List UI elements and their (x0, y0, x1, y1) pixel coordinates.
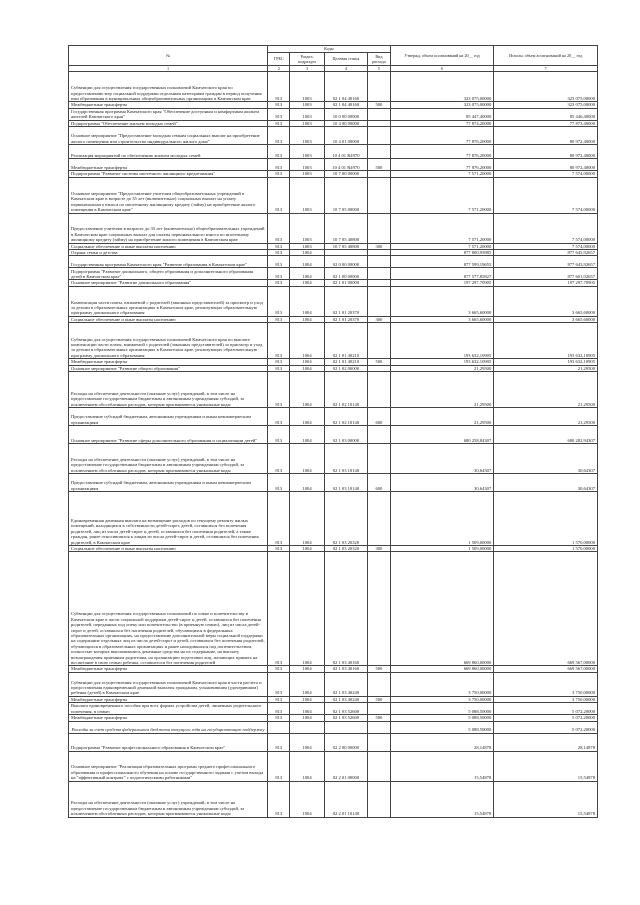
row-total: 3 750,00000 (390, 696, 494, 702)
row-vr (368, 127, 390, 145)
row-total: 5 088,50000 (390, 715, 494, 721)
row-total: 197 297,70905 (390, 280, 494, 286)
row-vr: 600 (368, 408, 390, 426)
row-grbs: 813 (268, 256, 290, 268)
row-csr: 02 1 03 20320 (324, 492, 368, 546)
row-vr: 500 (368, 102, 390, 108)
row-total: 669 860,00000 (390, 552, 494, 666)
row-grbs: 813 (268, 145, 290, 159)
row-vr (368, 323, 390, 359)
header-idx: 6 (390, 66, 494, 72)
row-spent: 85 446,40000 (494, 108, 598, 120)
row-total: 77 876,20000 (390, 159, 494, 171)
row-total: 77 876,20000 (390, 127, 494, 145)
row-vr: 600 (368, 474, 390, 492)
row-razdel: 1004 (290, 552, 324, 666)
row-spent: 3 750,00000 (494, 696, 598, 702)
row-spent: 669 567,00000 (494, 666, 598, 672)
row-csr: 02 1 03 40240 (324, 672, 368, 696)
row-name: Межбюджетные трансферты (69, 666, 268, 672)
row-name: Межбюджетные трансферты (69, 696, 268, 702)
row-spent: 323 075,00000 (494, 72, 598, 102)
table-row (69, 751, 598, 781)
row-name: Субвенции для осуществления государственных полномочий по опеке и попечительству в Камчатском крае в части социальной поддержки детей-сирот и детей, оставшихся без попечения родителей, переданных под опеку или попечительство (в приемную семью), лиц из числа детей-сирот и детей, оставшихся без попечения родителей, обучающихся в федеральных образовательных организациях, на предоставление дополнительной меры социальной поддержки на содержание отдельных лиц из числа детей-сирот и детей, оставшихся без попечения родителей, обучающихся в образовательных организациях и ранее находившихся под попечительством, полностью которых выплачивались денежные средства на их содержание, на выплату вознаграждения приемным родителям, на организацию подготовки лиц, желающих принять на воспитание в свою семью ребенка, оставшегося без попечения родителей (69, 552, 268, 666)
row-csr: 02 1 04 40160 (324, 72, 368, 102)
row-grbs: 813 (268, 666, 290, 672)
row-grbs: 813 (268, 159, 290, 171)
row-total: 323 075,00000 (390, 102, 494, 108)
row-name: Субвенции для осуществления государственных полномочий Камчатского края в части расчета и предоставления единовременной денежной выплаты гражданам, усыновившим (удочерившим) ребенка (детей) в Камчатском крае (69, 672, 268, 696)
row-grbs: 813 (268, 408, 290, 426)
row-razdel: 1004 (290, 372, 324, 408)
header-idx: 5 (368, 66, 390, 72)
table-row (69, 703, 598, 715)
row-razdel: 1003 (290, 213, 324, 243)
row-razdel (290, 721, 324, 733)
row-spent: 80 972,40000 (494, 159, 598, 171)
row-vr (368, 733, 390, 751)
row-razdel: 1004 (290, 444, 324, 474)
row-vr (368, 372, 390, 408)
row-csr (324, 721, 368, 733)
row-spent: 21,29500 (494, 372, 598, 408)
row-razdel: 1004 (290, 286, 324, 316)
row-total: 15,54878 (390, 781, 494, 817)
row-grbs: 813 (268, 703, 290, 715)
row-razdel: 1003 (290, 177, 324, 213)
table-row (69, 323, 598, 359)
row-grbs: 813 (268, 359, 290, 365)
row-vr (368, 552, 390, 666)
row-csr: 02 1 03 40160 (324, 552, 368, 666)
row-razdel: 1003 (290, 127, 324, 145)
row-razdel: 1003 (290, 102, 324, 108)
row-total: 5 088,50000 (390, 721, 494, 733)
row-csr: 02 1 04 40160 (324, 102, 368, 108)
row-spent: 30,64307 (494, 474, 598, 492)
table-row (69, 721, 598, 733)
row-razdel: 1004 (290, 751, 324, 781)
row-csr: 02 1 03 40240 (324, 696, 368, 702)
row-total: 77 876,20000 (390, 145, 494, 159)
row-csr: 10 7 05 40800 (324, 213, 368, 243)
row-csr: 10 4 01 00000 (324, 127, 368, 145)
row-spent: 3 750,00000 (494, 672, 598, 696)
row-spent: 193 632,10905 (494, 323, 598, 359)
row-spent: 80 972,40000 (494, 145, 598, 159)
row-spent: 877 645,92657 (494, 250, 598, 256)
row-razdel: 1003 (290, 243, 324, 249)
row-total: 877 599,19655 (390, 256, 494, 268)
row-name: Социальное обеспечение и иные выплаты населению (69, 243, 268, 249)
row-grbs: 813 (268, 672, 290, 696)
table-row (69, 177, 598, 213)
row-spent: 28,14878 (494, 733, 598, 751)
table-row (69, 108, 598, 120)
row-grbs: 813 (268, 72, 290, 102)
row-grbs: 813 (268, 120, 290, 126)
table-row (69, 145, 598, 159)
table-row (69, 733, 598, 751)
row-csr: 02 1 01 00000 (324, 280, 368, 286)
row-vr (368, 426, 390, 444)
row-vr (368, 492, 390, 546)
header-codes: Коды (268, 46, 391, 53)
table-row (69, 213, 598, 243)
row-name: Подпрограмма "Обеспечение жильем молодых семей" (69, 120, 268, 126)
row-vr (368, 781, 390, 817)
row-grbs: 813 (268, 751, 290, 781)
row-csr: 10 4 01 R4970 (324, 145, 368, 159)
row-csr: 02 1 03 52600 (324, 703, 368, 715)
row-total: 669 860,00000 (390, 666, 494, 672)
row-spent: 77 873,40000 (494, 120, 598, 126)
row-name: Реализация мероприятий по обеспечению жильем молодых семей (69, 145, 268, 159)
row-razdel: 1004 (290, 250, 324, 256)
row-name: Предоставление субсидий бюджетным, автономным учреждениям и иным некоммерческим организациям (69, 474, 268, 492)
row-spent: 197 297,70905 (494, 280, 598, 286)
row-grbs: 813 (268, 250, 290, 256)
row-razdel: 1004 (290, 546, 324, 552)
row-vr (368, 213, 390, 243)
row-grbs (268, 721, 290, 733)
row-total: 877 577,85827 (390, 268, 494, 280)
row-spent: 15,54878 (494, 751, 598, 781)
table-header (69, 46, 598, 72)
row-total: 30,64307 (390, 474, 494, 492)
row-razdel: 1004 (290, 316, 324, 322)
table-row (69, 372, 598, 408)
row-grbs: 813 (268, 444, 290, 474)
row-csr: 10 4 00 00000 (324, 120, 368, 126)
row-name: Компенсация части платы, взимаемой с родителей (законных представителей) за присмотр и уход за детьми в образовательных организациях в Камчатском крае, реализующих образовательную программу дошкольного образования (69, 286, 268, 316)
row-vr (368, 286, 390, 316)
row-vr (368, 444, 390, 474)
row-total: 193 632,10905 (390, 323, 494, 359)
row-grbs: 813 (268, 426, 290, 444)
row-spent: 80 972,40000 (494, 127, 598, 145)
row-name: Межбюджетные трансферты (69, 159, 268, 171)
table-row (69, 159, 598, 171)
table-row (69, 127, 598, 145)
row-total: 85 447,40000 (390, 108, 494, 120)
row-razdel: 1004 (290, 781, 324, 817)
row-total: 21,29500 (390, 408, 494, 426)
row-vr: 500 (368, 159, 390, 171)
row-csr: 02 1 02 10140 (324, 372, 368, 408)
row-razdel: 1004 (290, 672, 324, 696)
row-csr: 02 1 03 10140 (324, 444, 368, 474)
row-name: Подпрограмма "Развитие системы ипотечного жилищного кредитования" (69, 171, 268, 177)
row-csr: 02 1 00 00000 (324, 268, 368, 280)
row-razdel: 1004 (290, 256, 324, 268)
table-row (69, 286, 598, 316)
row-total: 21,29500 (390, 365, 494, 371)
row-csr: 02 1 01 40210 (324, 323, 368, 359)
row-total: 7 571,20000 (390, 177, 494, 213)
row-csr: 02 1 02 00000 (324, 365, 368, 371)
row-total: 21,29500 (390, 372, 494, 408)
row-total: 7 571,20000 (390, 213, 494, 243)
row-grbs: 813 (268, 372, 290, 408)
row-total: 77 874,20000 (390, 120, 494, 126)
row-name: Социальное обеспечение и иные выплаты населению (69, 546, 268, 552)
row-name: Подпрограмма "Развитие профессионального образования в Камчатском крае" (69, 733, 268, 751)
table-row (69, 672, 598, 696)
row-razdel: 1004 (290, 408, 324, 426)
row-spent: 30,64307 (494, 444, 598, 474)
row-razdel: 1004 (290, 426, 324, 444)
row-spent: 1 570,00000 (494, 546, 598, 552)
row-vr (368, 721, 390, 733)
row-razdel: 1004 (290, 492, 324, 546)
row-spent: 669 567,00000 (494, 552, 598, 666)
header-vr: Вид расхода (368, 53, 390, 66)
row-name: Единовременная денежная выплата на возмещение расходов по текущему ремонту жилых помещений, находящихся в собственности детей-сирот, детей, оставшихся без попечения родителей, лиц из числа детей-сирот и детей, оставшихся без попечения родителей, а также граждан, ранее относившихся к лицам из числа детей-сирот и детей, оставшихся без попечения родителей, в Камчатском крае (69, 492, 268, 546)
budget-document (68, 45, 598, 818)
row-razdel: 1004 (290, 365, 324, 371)
table-row (69, 408, 598, 426)
row-razdel: 1004 (290, 696, 324, 702)
header-num: № (69, 46, 268, 66)
row-total: 877 800,95885 (390, 250, 494, 256)
row-name: Основное мероприятие "Развитие общего образования" (69, 365, 268, 371)
row-total: 193 632,10905 (390, 359, 494, 365)
row-razdel: 1003 (290, 108, 324, 120)
row-name: Расходы на обеспечение деятельности (оказание услуг) учреждений, в том числе на предоставление государственным бюджетным и автономным учреждениям субсидий, за исключением обособленных расходов, которым присваиваются уникальные коды (69, 372, 268, 408)
row-grbs: 813 (268, 323, 290, 359)
row-grbs: 813 (268, 474, 290, 492)
header-idx: 7 (494, 66, 598, 72)
row-csr: 02 0 00 00000 (324, 256, 368, 268)
row-grbs: 813 (268, 316, 290, 322)
row-csr: 10 7 05 40800 (324, 243, 368, 249)
row-csr: 02 2 01 00000 (324, 751, 368, 781)
row-grbs: 813 (268, 552, 290, 666)
row-spent: 877 643,92657 (494, 256, 598, 268)
budget-table (68, 45, 598, 818)
row-name: Межбюджетные трансферты (69, 715, 268, 721)
row-grbs: 813 (268, 127, 290, 145)
row-total: 1 509,00000 (390, 546, 494, 552)
row-total: 7 571,20000 (390, 171, 494, 177)
row-razdel: 1004 (290, 703, 324, 715)
row-razdel: 1004 (290, 280, 324, 286)
row-total: 1 509,00000 (390, 492, 494, 546)
row-grbs: 813 (268, 108, 290, 120)
row-grbs: 813 (268, 171, 290, 177)
row-spent: 323 075,00000 (494, 102, 598, 108)
row-name: Субвенции для осуществления государственных полномочий Камчатского края по выплате компенсации части платы, взимаемой с родителей (законных представителей) за присмотр и уход за детьми в образовательных организациях в Камчатском крае, реализующих образовательную программу дошкольного образования (69, 323, 268, 359)
row-total: 680 258,84307 (390, 426, 494, 444)
row-spent: 5 072,20000 (494, 703, 598, 715)
row-spent: 5 072,20000 (494, 721, 598, 733)
row-vr: 500 (368, 715, 390, 721)
row-vr (368, 256, 390, 268)
row-csr: 10 0 00 00000 (324, 108, 368, 120)
row-razdel: 1003 (290, 159, 324, 171)
row-grbs: 813 (268, 268, 290, 280)
row-name: Основное мероприятие "Предоставление учителям общеобразовательных учреждений в Камчатском крае в возрасте до 35 лет (включительно) социальных выплат на уплату первоначального взноса по ипотечному жилищному кредиту (займу) на приобретение жилого помещения в Камчатском крае" (69, 177, 268, 213)
row-grbs: 813 (268, 280, 290, 286)
row-name: Основное мероприятие "Реализация образовательных программ среднего профессионального образования и профессионального обучения на основе государственного задания с учетом выхода на "эффективный контракт" с педагогическими работниками" (69, 751, 268, 781)
row-razdel: 1003 (290, 72, 324, 102)
row-csr: 02 2 00 00000 (324, 733, 368, 751)
row-vr (368, 268, 390, 280)
row-name: Основное мероприятие "Предоставление молодым семьям социальных выплат на приобретение жилого помещения или строительство индивидуального жилого дома" (69, 127, 268, 145)
row-razdel: 1004 (290, 715, 324, 721)
row-vr (368, 177, 390, 213)
row-grbs: 813 (268, 696, 290, 702)
row-csr: 02 1 03 20320 (324, 546, 368, 552)
row-razdel: 1004 (290, 666, 324, 672)
row-csr: 02 2 01 10140 (324, 781, 368, 817)
row-name: Социальное обеспечение и иные выплаты населению (69, 316, 268, 322)
row-name: Расходы за счет средств федерального бюджета текущего года на государственную поддержку (69, 721, 268, 733)
row-vr: 300 (368, 546, 390, 552)
row-csr: 02 1 01 20370 (324, 286, 368, 316)
row-spent: 7 574,00000 (494, 177, 598, 213)
row-spent: 15,54878 (494, 781, 598, 817)
row-csr: 10 4 01 R4970 (324, 159, 368, 171)
row-name: Государственная программа Камчатского края "Развитие образования в Камчатском крае" (69, 256, 268, 268)
header-csr: Целевая статья (324, 53, 368, 66)
row-spent: 7 574,00000 (494, 243, 598, 249)
row-total: 28,14878 (390, 733, 494, 751)
row-vr (368, 108, 390, 120)
row-total: 3 665,60000 (390, 286, 494, 316)
header-grbs: ГРБС (268, 53, 290, 66)
row-grbs: 813 (268, 243, 290, 249)
row-razdel: 1003 (290, 120, 324, 126)
row-vr (368, 703, 390, 715)
row-name: Расходы на обеспечение деятельности (оказание услуг) учреждений, в том числе на предоставление государственным бюджетным и автономным учреждениям субсидий, за исключением обособленных расходов, которым присваиваются уникальные коды (69, 444, 268, 474)
header-spent: Исполн. объем ассигнований на 20__ год (494, 46, 598, 66)
row-spent: 21,29500 (494, 365, 598, 371)
header-total: Утвержд. объем ассигнований на 20__ год (390, 46, 494, 66)
header-idx: 2 (268, 66, 290, 72)
row-spent: 5 072,20000 (494, 715, 598, 721)
row-razdel: 1004 (290, 733, 324, 751)
row-grbs: 813 (268, 715, 290, 721)
table-row (69, 268, 598, 280)
row-razdel: 1004 (290, 323, 324, 359)
row-csr: 02 1 03 00000 (324, 426, 368, 444)
row-spent: 193 632,10905 (494, 359, 598, 365)
table-row (69, 444, 598, 474)
header-razdel: Раздел, подраздел (290, 53, 324, 66)
row-spent: 7 574,00000 (494, 213, 598, 243)
row-razdel: 1004 (290, 474, 324, 492)
table-row (69, 256, 598, 268)
row-total: 5 088,50000 (390, 703, 494, 715)
row-grbs: 813 (268, 102, 290, 108)
row-csr: 02 1 03 40160 (324, 666, 368, 672)
row-name: Расходы на обеспечение деятельности (оказание услуг) учреждений, в том числе на предоставление государственным бюджетным и автономным учреждениям субсидий, за исключением обособленных расходов, которым присваиваются уникальные коды (69, 781, 268, 817)
row-grbs: 813 (268, 213, 290, 243)
row-total: 30,64307 (390, 444, 494, 474)
row-csr: 02 1 03 52600 (324, 715, 368, 721)
row-grbs: 813 (268, 781, 290, 817)
row-total: 3 665,60000 (390, 316, 494, 322)
row-vr (368, 751, 390, 781)
table-row (69, 474, 598, 492)
row-csr: 02 1 03 10140 (324, 474, 368, 492)
row-name: Подпрограмма "Развитие дошкольного, общего образования и дополнительного образования детей в Камчатском крае" (69, 268, 268, 280)
row-grbs: 813 (268, 365, 290, 371)
row-vr (368, 72, 390, 102)
row-grbs: 813 (268, 546, 290, 552)
row-spent: 1 570,00000 (494, 492, 598, 546)
row-total: 7 571,20000 (390, 243, 494, 249)
row-name: Основное мероприятие "Развитие сферы дополнительного образования и социализации детей" (69, 426, 268, 444)
row-name: Предоставление учителям в возрасте до 35 лет (включительно) общеобразовательных учреждений в Камчатском крае социальных выплат для оплаты первоначального взноса по ипотечному жилищному кредиту (займу) на приобретение жилого помещения в Камчатском крае (69, 213, 268, 243)
row-grbs: 813 (268, 177, 290, 213)
row-name: Охрана семьи и детства (69, 250, 268, 256)
row-name: Межбюджетные трансферты (69, 359, 268, 365)
row-grbs: 813 (268, 733, 290, 751)
row-razdel: 1004 (290, 359, 324, 365)
row-name: Субвенции для осуществления государственных полномочий Камчатского края по предоставлению мер социальной поддержки отдельным категориям граждан в период получения ими образования в муниципальных общеобразовательных организациях в Камчатском крае (69, 72, 268, 102)
table-row (69, 552, 598, 666)
row-csr: 10 7 05 00000 (324, 177, 368, 213)
row-csr: 10 7 00 00000 (324, 171, 368, 177)
row-name: Государственная программа Камчатского края "Обеспечение доступным и комфортным жильем жителей Камчатского края" (69, 108, 268, 120)
row-spent: 21,29500 (494, 408, 598, 426)
row-csr: 02 1 01 40210 (324, 359, 368, 365)
table-row (69, 781, 598, 817)
table-row (69, 426, 598, 444)
table-row (69, 492, 598, 546)
table-body (69, 72, 598, 817)
row-spent: 877 601,02657 (494, 268, 598, 280)
row-razdel: 1004 (290, 268, 324, 280)
header-idx: 3 (290, 66, 324, 72)
row-name: Основное мероприятие "Развитие дошкольного образования" (69, 280, 268, 286)
table-row (69, 72, 598, 102)
row-total: 3 750,00000 (390, 672, 494, 696)
row-grbs: 813 (268, 492, 290, 546)
header-idx: 1 (69, 66, 268, 72)
row-vr (368, 672, 390, 696)
row-total: 15,54878 (390, 751, 494, 781)
row-name: Выплата единовременного пособия при всех формах устройства детей, лишенных родительского попечения, в семью (69, 703, 268, 715)
row-vr: 300 (368, 316, 390, 322)
row-grbs: 813 (268, 286, 290, 316)
row-vr (368, 145, 390, 159)
row-spent: 7 574,00000 (494, 171, 598, 177)
row-vr: 500 (368, 359, 390, 365)
row-vr: 300 (368, 243, 390, 249)
row-razdel: 1003 (290, 171, 324, 177)
row-spent: 3 665,60000 (494, 316, 598, 322)
header-idx: 4 (324, 66, 368, 72)
row-name: Межбюджетные трансферты (69, 102, 268, 108)
row-total: 323 075,00000 (390, 72, 494, 102)
row-vr: 500 (368, 696, 390, 702)
row-csr: 02 1 02 10140 (324, 408, 368, 426)
row-vr: 500 (368, 666, 390, 672)
row-spent: 680 282,94307 (494, 426, 598, 444)
row-csr: 02 1 01 20370 (324, 316, 368, 322)
row-razdel: 1003 (290, 145, 324, 159)
row-name: Предоставление субсидий бюджетным, автономным учреждениям и иным некоммерческим организациям (69, 408, 268, 426)
row-spent: 3 665,60000 (494, 286, 598, 316)
